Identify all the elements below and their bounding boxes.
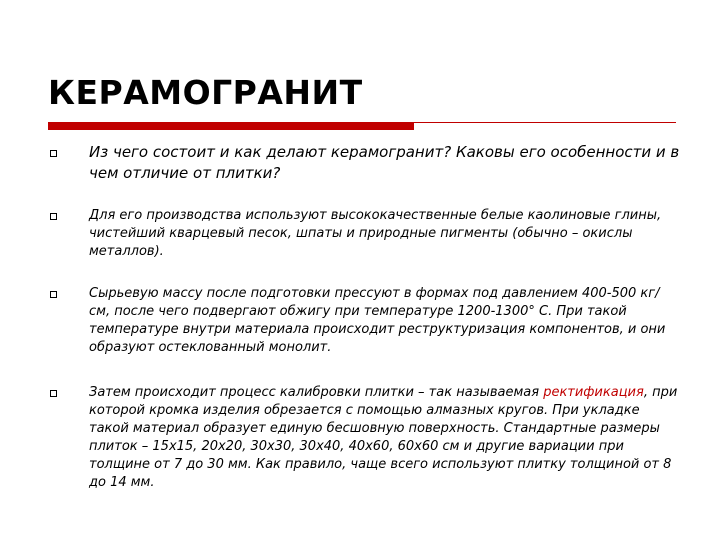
bullet-text: Для его производства используют высококачественные белые каолиновые глины, чистейший кварцевый песок, шпаты и природные пигменты (обычно – окислы металлов). (89, 208, 662, 259)
bullet-item (50, 207, 680, 261)
slide-title: КЕРАМОГРАНИТ (48, 73, 363, 112)
square-bullet-icon (50, 390, 57, 397)
bullet-item (50, 142, 680, 184)
bullet-text: Из чего состоит и как делают керамогранит? Каковы его особенности и в чем отличие от плитки? (89, 143, 680, 182)
square-bullet-icon (50, 150, 57, 157)
bullet-text-end: , при которой кромка изделия обрезается с помощью алмазных кругов. При укладке такой материал образует единую бесшовную поверхность. Стандартные размеры плиток – 15х15, 20х20, 30х30, 30х40, 40х60, 60х60 см и другие вариации при толщине от 7 до 30 мм. Как правило, чаще всего используют плитку толщиной от 8 до 14 мм. (89, 385, 678, 490)
bullet-item (50, 384, 680, 492)
title-underline-accent (48, 122, 414, 130)
square-bullet-icon (50, 291, 57, 298)
bullet-text-start: Затем происходит процесс калибровки плитки – так называемая (89, 385, 544, 400)
bullet-list (50, 142, 680, 492)
square-bullet-icon (50, 213, 57, 220)
bullet-item (50, 285, 680, 357)
bullet-text: Сырьевую массу после подготовки прессуют в формах под давлением 400-500 кг/см, после чего подвергают обжигу при температуре 1200-1300° С. При такой температуре внутри материала происходит реструктуризация компонентов, и они образуют остеклованный монолит. (89, 286, 666, 355)
highlighted-term: ректификация (543, 385, 644, 400)
